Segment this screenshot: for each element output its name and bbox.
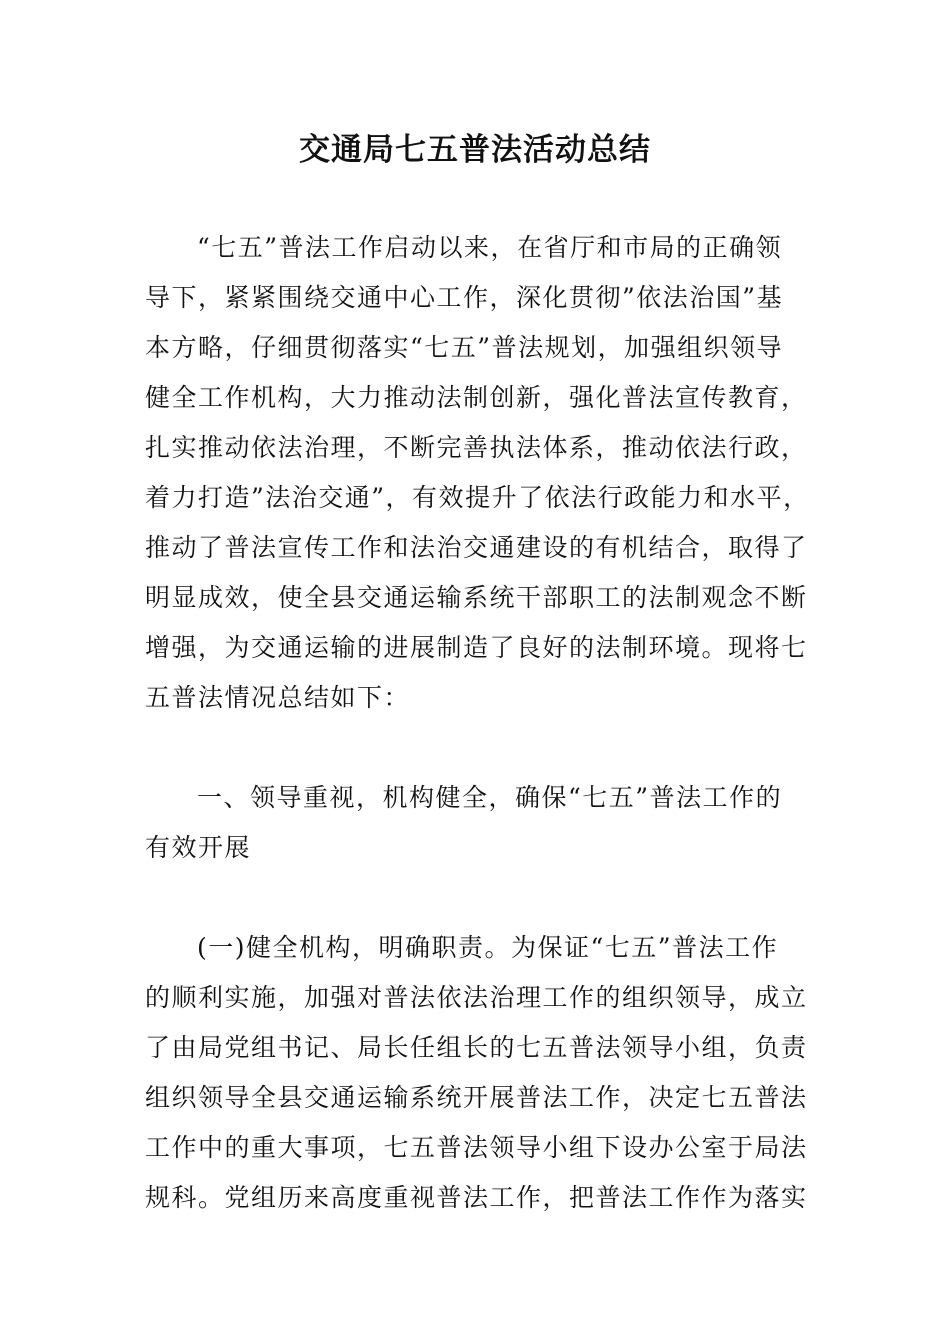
- subsection-line: 了由局党组书记、局长任组长的七五普法领导小组，负责: [145, 1033, 808, 1062]
- document-title: 交通局七五普法活动总结: [299, 132, 651, 168]
- subsection-line: (一)健全机构，明确职责。为保证“七五”普法工作: [197, 933, 779, 962]
- section-heading-line: 一、领导重视，机构健全，确保“七五”普法工作的: [197, 783, 783, 812]
- intro-line: 健全工作机构，大力推动法制创新，强化普法宣传教育，: [145, 383, 808, 412]
- intro-line: 五普法情况总结如下：: [145, 683, 411, 712]
- intro-line: 导下，紧紧围绕交通中心工作，深化贯彻”依法治国”基: [145, 283, 784, 312]
- intro-line: 推动了普法宣传工作和法治交通建设的有机结合，取得了: [145, 533, 808, 562]
- intro-line: 增强，为交通运输的进展制造了良好的法制环境。现将七: [145, 633, 808, 662]
- subsection-line: 组织领导全县交通运输系统开展普法工作，决定七五普法: [145, 1083, 808, 1112]
- intro-line: 着力打造”法治交通”，有效提升了依法行政能力和水平，: [145, 483, 810, 512]
- subsection-line: 规科。党组历来高度重视普法工作，把普法工作作为落实: [145, 1183, 808, 1212]
- intro-line: 明显成效，使全县交通运输系统干部职工的法制观念不断: [145, 583, 808, 612]
- intro-line: 扎实推动依法治理，不断完善执法体系，推动依法行政，: [145, 433, 808, 462]
- intro-line: “七五”普法工作启动以来，在省厅和市局的正确领: [197, 233, 783, 262]
- subsection-line: 的顺利实施，加强对普法依法治理工作的组织领导，成立: [145, 983, 808, 1012]
- section-heading-line: 有效开展: [145, 833, 252, 862]
- intro-line: 本方略，仔细贯彻落实“七五”普法规划，加强组织领导: [145, 333, 784, 362]
- subsection-line: 工作中的重大事项，七五普法领导小组下设办公室于局法: [145, 1133, 808, 1162]
